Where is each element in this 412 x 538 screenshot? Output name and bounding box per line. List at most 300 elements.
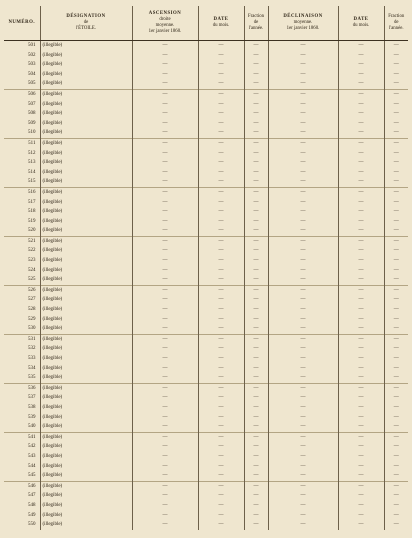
dec-date: — (338, 207, 384, 217)
declination: — (268, 403, 338, 413)
ra-date: — (198, 149, 244, 159)
ra-year-fraction: — (244, 70, 268, 80)
ra-year-fraction: — (244, 168, 268, 178)
ra-date: — (198, 158, 244, 168)
table-row (4, 413, 408, 423)
ra-date: — (198, 198, 244, 208)
table-row (4, 41, 408, 51)
table-row (4, 344, 408, 354)
table-row (4, 334, 408, 344)
ra-date: — (198, 226, 244, 236)
star-number: 506 (4, 89, 40, 99)
ra-year-fraction: — (244, 149, 268, 159)
ra-year-fraction: — (244, 364, 268, 374)
ra-year-fraction: — (244, 481, 268, 491)
star-catalog-table (4, 6, 408, 530)
star-number: 531 (4, 334, 40, 344)
ra-date: — (198, 41, 244, 51)
ra-date: — (198, 187, 244, 197)
declination: — (268, 158, 338, 168)
ra-date: — (198, 207, 244, 217)
header-date-1-sub: du mois. (212, 23, 230, 28)
dec-year-fraction: — (384, 432, 408, 442)
star-designation: (illegible) (40, 119, 132, 129)
dec-year-fraction: — (384, 403, 408, 413)
star-number: 509 (28, 120, 36, 126)
dec-date: — (338, 432, 384, 442)
table-row (4, 305, 408, 315)
ra-date: — (198, 334, 244, 344)
star-number: 543 (28, 453, 36, 459)
dec-date: — (338, 187, 384, 197)
ra-date: — (198, 364, 244, 374)
table-row (4, 158, 408, 168)
table-row (4, 295, 408, 305)
star-designation: (illegible) (40, 246, 132, 256)
dec-year-fraction: — (384, 520, 408, 530)
right-ascension: — (132, 520, 198, 530)
star-number: 536 (4, 383, 40, 393)
star-number: 520 (28, 228, 36, 234)
right-ascension: — (132, 70, 198, 80)
ra-year-fraction: — (244, 246, 268, 256)
declination: — (268, 128, 338, 138)
star-designation: (illegible) (40, 100, 132, 110)
dec-date: — (338, 158, 384, 168)
declination: — (268, 315, 338, 325)
dec-date: — (338, 481, 384, 491)
right-ascension: — (132, 324, 198, 334)
declination: — (268, 511, 338, 521)
star-designation: (illegible) (40, 501, 132, 511)
table-row (4, 89, 408, 99)
table-row (4, 373, 408, 383)
ra-year-fraction: — (244, 383, 268, 393)
table-row (4, 422, 408, 432)
table-row (4, 177, 408, 187)
right-ascension: — (132, 462, 198, 472)
dec-year-fraction: — (384, 217, 408, 227)
header-row (4, 6, 408, 41)
dec-year-fraction: — (384, 334, 408, 344)
star-number: 547 (28, 493, 36, 499)
star-number: 505 (28, 81, 36, 87)
declination: — (268, 41, 338, 51)
dec-year-fraction: — (384, 79, 408, 89)
star-designation: (illegible) (40, 285, 132, 295)
header-declinaison-sub2: 1er janvier 1860. (286, 26, 320, 31)
star-number: 544 (28, 463, 36, 469)
dec-date: — (338, 198, 384, 208)
declination: — (268, 149, 338, 159)
star-number: 517 (28, 199, 36, 205)
table-row (4, 324, 408, 334)
right-ascension: — (132, 275, 198, 285)
header-designation-sub2: l'ÉTOILE. (75, 26, 97, 31)
declination: — (268, 70, 338, 80)
table-row (4, 393, 408, 403)
ra-year-fraction: — (244, 256, 268, 266)
ra-year-fraction: — (244, 198, 268, 208)
star-number: 516 (4, 187, 40, 197)
right-ascension: — (132, 471, 198, 481)
table-row (4, 275, 408, 285)
header-date-1 (198, 6, 244, 41)
header-ascension-sub2: moyenne. (155, 23, 175, 28)
ra-year-fraction: — (244, 226, 268, 236)
declination: — (268, 275, 338, 285)
star-designation: (illegible) (40, 266, 132, 276)
star-number: 523 (28, 258, 36, 264)
dec-date: — (338, 344, 384, 354)
header-fraction-1-title: Fraction (248, 14, 264, 19)
dec-year-fraction: — (384, 354, 408, 364)
ra-year-fraction: — (244, 432, 268, 442)
dec-year-fraction: — (384, 51, 408, 61)
ra-year-fraction: — (244, 452, 268, 462)
table-row (4, 462, 408, 472)
declination: — (268, 471, 338, 481)
ra-date: — (198, 471, 244, 481)
dec-year-fraction: — (384, 119, 408, 129)
ra-year-fraction: — (244, 41, 268, 51)
ra-year-fraction: — (244, 520, 268, 530)
table-row (4, 452, 408, 462)
declination: — (268, 324, 338, 334)
declination: — (268, 51, 338, 61)
right-ascension: — (132, 305, 198, 315)
star-number: 524 (28, 267, 36, 273)
ra-year-fraction: — (244, 79, 268, 89)
ra-date: — (198, 481, 244, 491)
dec-year-fraction: — (384, 207, 408, 217)
star-designation: (illegible) (40, 393, 132, 403)
ra-date: — (198, 403, 244, 413)
dec-date: — (338, 471, 384, 481)
declination: — (268, 60, 338, 70)
ra-year-fraction: — (244, 422, 268, 432)
right-ascension: — (132, 442, 198, 452)
table-row (4, 109, 408, 119)
ra-year-fraction: — (244, 501, 268, 511)
header-declinaison-title: DÉCLINAISON (283, 14, 323, 19)
header-fraction-1-sub1: de (253, 20, 259, 25)
dec-year-fraction: — (384, 168, 408, 178)
declination: — (268, 89, 338, 99)
ra-year-fraction: — (244, 275, 268, 285)
star-designation: (illegible) (40, 70, 132, 80)
declination: — (268, 109, 338, 119)
header-numero (4, 6, 40, 41)
table-row (4, 168, 408, 178)
table-row (4, 246, 408, 256)
ra-date: — (198, 100, 244, 110)
right-ascension: — (132, 413, 198, 423)
table-row (4, 236, 408, 246)
dec-date: — (338, 334, 384, 344)
dec-date: — (338, 520, 384, 530)
dec-year-fraction: — (384, 491, 408, 501)
header-date-2-sub: du mois. (352, 23, 370, 28)
dec-year-fraction: — (384, 413, 408, 423)
star-number: 535 (28, 375, 36, 381)
dec-year-fraction: — (384, 128, 408, 138)
ra-year-fraction: — (244, 177, 268, 187)
star-number: 513 (28, 160, 36, 166)
ra-date: — (198, 109, 244, 119)
dec-date: — (338, 246, 384, 256)
right-ascension: — (132, 138, 198, 148)
ra-date: — (198, 315, 244, 325)
right-ascension: — (132, 60, 198, 70)
dec-date: — (338, 89, 384, 99)
ra-date: — (198, 295, 244, 305)
star-number: 507 (28, 101, 36, 107)
star-number: 521 (4, 236, 40, 246)
star-designation: (illegible) (40, 334, 132, 344)
star-designation: (illegible) (40, 236, 132, 246)
ra-year-fraction: — (244, 100, 268, 110)
right-ascension: — (132, 383, 198, 393)
header-designation (40, 6, 132, 41)
ra-year-fraction: — (244, 354, 268, 364)
dec-date: — (338, 226, 384, 236)
declination: — (268, 305, 338, 315)
ra-date: — (198, 128, 244, 138)
right-ascension: — (132, 334, 198, 344)
ra-date: — (198, 285, 244, 295)
ra-date: — (198, 393, 244, 403)
dec-year-fraction: — (384, 373, 408, 383)
dec-year-fraction: — (384, 70, 408, 80)
right-ascension: — (132, 109, 198, 119)
ra-year-fraction: — (244, 413, 268, 423)
dec-year-fraction: — (384, 344, 408, 354)
declination: — (268, 383, 338, 393)
star-number: 508 (28, 111, 36, 117)
star-designation: (illegible) (40, 305, 132, 315)
star-designation: (illegible) (40, 315, 132, 325)
star-designation: (illegible) (40, 158, 132, 168)
ra-date: — (198, 168, 244, 178)
ra-date: — (198, 324, 244, 334)
declination: — (268, 295, 338, 305)
declination: — (268, 354, 338, 364)
table-row (4, 364, 408, 374)
ra-year-fraction: — (244, 295, 268, 305)
table-row (4, 256, 408, 266)
dec-date: — (338, 41, 384, 51)
ra-date: — (198, 60, 244, 70)
dec-date: — (338, 138, 384, 148)
star-number: 514 (28, 169, 36, 175)
right-ascension: — (132, 217, 198, 227)
star-number: 530 (28, 326, 36, 332)
star-number: 542 (28, 444, 36, 450)
declination: — (268, 373, 338, 383)
dec-date: — (338, 364, 384, 374)
star-number: 538 (28, 404, 36, 410)
dec-date: — (338, 491, 384, 501)
ra-date: — (198, 442, 244, 452)
table-row (4, 511, 408, 521)
dec-year-fraction: — (384, 305, 408, 315)
dec-date: — (338, 315, 384, 325)
header-ascension-title: ASCENSION (148, 11, 182, 16)
ra-date: — (198, 413, 244, 423)
star-number: 540 (28, 424, 36, 430)
table-row (4, 471, 408, 481)
declination: — (268, 177, 338, 187)
declination: — (268, 256, 338, 266)
declination: — (268, 285, 338, 295)
star-number: 539 (28, 414, 36, 420)
table-row (4, 149, 408, 159)
dec-year-fraction: — (384, 100, 408, 110)
right-ascension: — (132, 236, 198, 246)
ra-year-fraction: — (244, 266, 268, 276)
ra-date: — (198, 70, 244, 80)
ra-year-fraction: — (244, 119, 268, 129)
declination: — (268, 491, 338, 501)
ra-date: — (198, 305, 244, 315)
ra-year-fraction: — (244, 60, 268, 70)
dec-year-fraction: — (384, 481, 408, 491)
dec-year-fraction: — (384, 246, 408, 256)
declination: — (268, 413, 338, 423)
header-ascension (132, 6, 198, 41)
star-number: 537 (28, 395, 36, 401)
right-ascension: — (132, 198, 198, 208)
star-designation: (illegible) (40, 138, 132, 148)
star-number: 528 (28, 307, 36, 313)
star-designation: (illegible) (40, 324, 132, 334)
dec-year-fraction: — (384, 60, 408, 70)
star-number: 532 (28, 346, 36, 352)
dec-year-fraction: — (384, 266, 408, 276)
declination: — (268, 452, 338, 462)
right-ascension: — (132, 119, 198, 129)
star-designation: (illegible) (40, 187, 132, 197)
dec-year-fraction: — (384, 226, 408, 236)
header-fraction-1 (244, 6, 268, 41)
dec-date: — (338, 236, 384, 246)
dec-date: — (338, 177, 384, 187)
right-ascension: — (132, 432, 198, 442)
right-ascension: — (132, 207, 198, 217)
header-declinaison (268, 6, 338, 41)
dec-year-fraction: — (384, 109, 408, 119)
header-date-1-title: DATE (213, 17, 229, 22)
star-designation: (illegible) (40, 413, 132, 423)
ra-year-fraction: — (244, 373, 268, 383)
table-row (4, 198, 408, 208)
table-row (4, 119, 408, 129)
dec-year-fraction: — (384, 275, 408, 285)
right-ascension: — (132, 393, 198, 403)
right-ascension: — (132, 149, 198, 159)
star-number: 529 (28, 316, 36, 322)
right-ascension: — (132, 226, 198, 236)
table-row (4, 100, 408, 110)
dec-year-fraction: — (384, 383, 408, 393)
table-row (4, 128, 408, 138)
right-ascension: — (132, 511, 198, 521)
star-designation: (illegible) (40, 364, 132, 374)
table-row (4, 70, 408, 80)
ra-year-fraction: — (244, 305, 268, 315)
star-number: 519 (28, 218, 36, 224)
star-designation: (illegible) (40, 217, 132, 227)
header-ascension-sub1: droite (159, 17, 171, 22)
declination: — (268, 462, 338, 472)
ra-date: — (198, 217, 244, 227)
right-ascension: — (132, 354, 198, 364)
ra-year-fraction: — (244, 217, 268, 227)
right-ascension: — (132, 158, 198, 168)
dec-date: — (338, 383, 384, 393)
header-ascension-sub3: 1er janvier 1860. (148, 29, 182, 34)
right-ascension: — (132, 481, 198, 491)
star-number: 501 (4, 41, 40, 51)
dec-date: — (338, 373, 384, 383)
table-row (4, 520, 408, 530)
star-designation: (illegible) (40, 60, 132, 70)
ra-date: — (198, 452, 244, 462)
table-row (4, 501, 408, 511)
declination: — (268, 344, 338, 354)
declination: — (268, 187, 338, 197)
declination: — (268, 198, 338, 208)
header-declinaison-sub1: moyenne. (293, 20, 313, 25)
star-designation: (illegible) (40, 432, 132, 442)
right-ascension: — (132, 256, 198, 266)
star-designation: (illegible) (40, 109, 132, 119)
dec-date: — (338, 442, 384, 452)
star-designation: (illegible) (40, 149, 132, 159)
table-row (4, 187, 408, 197)
star-designation: (illegible) (40, 481, 132, 491)
right-ascension: — (132, 41, 198, 51)
star-designation: (illegible) (40, 256, 132, 266)
right-ascension: — (132, 422, 198, 432)
star-number: 511 (4, 138, 40, 148)
ra-date: — (198, 344, 244, 354)
dec-date: — (338, 217, 384, 227)
ra-year-fraction: — (244, 334, 268, 344)
dec-year-fraction: — (384, 471, 408, 481)
table-row (4, 491, 408, 501)
star-designation: (illegible) (40, 275, 132, 285)
dec-year-fraction: — (384, 324, 408, 334)
ra-year-fraction: — (244, 511, 268, 521)
declination: — (268, 266, 338, 276)
catalog-body (4, 41, 408, 530)
declination: — (268, 79, 338, 89)
star-number: 527 (28, 297, 36, 303)
ra-date: — (198, 177, 244, 187)
table-row (4, 354, 408, 364)
dec-year-fraction: — (384, 187, 408, 197)
dec-date: — (338, 422, 384, 432)
right-ascension: — (132, 295, 198, 305)
star-designation: (illegible) (40, 442, 132, 452)
dec-year-fraction: — (384, 177, 408, 187)
star-designation: (illegible) (40, 344, 132, 354)
star-designation: (illegible) (40, 373, 132, 383)
table-row (4, 285, 408, 295)
declination: — (268, 364, 338, 374)
